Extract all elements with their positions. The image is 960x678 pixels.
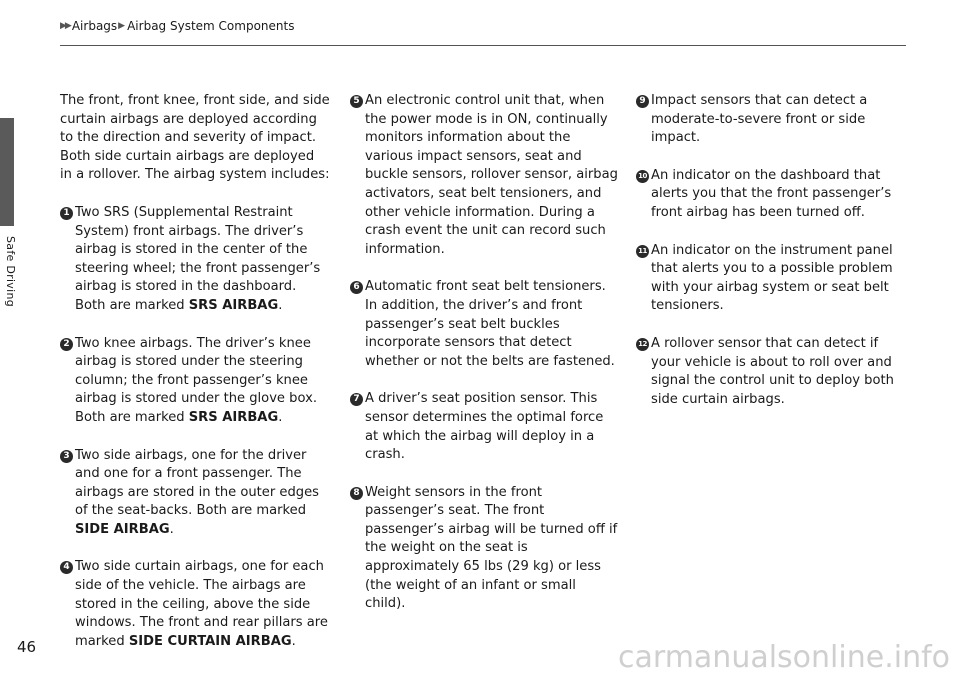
number-badge-icon: 10 — [636, 170, 649, 183]
list-item: 8 Weight sensors in the front passenger’s seat. The front passenger’s airbag will be turned off if the weight on the seat is approximately 65 lbs (29 kg) or less (the weight of an infant or small child). — [350, 484, 618, 614]
list-item: 6 Automatic front seat belt tensioners. In addition, the driver’s and front passenger’s seat belt buckles incorporate sensors that detect whether or not the belts are fastened. — [350, 278, 618, 371]
section-tab — [0, 118, 14, 226]
column-2 — [350, 92, 618, 633]
number-badge-icon: 8 — [350, 487, 363, 500]
breadcrumb-airbags[interactable]: Airbags — [71, 19, 118, 33]
list-item: 11 An indicator on the instrument panel that alerts you to a possible problem with your airbag system or seat belt tensioners. — [636, 242, 911, 316]
breadcrumb-arrow-icon: ▶ — [118, 21, 126, 31]
watermark: carmanualsonline.info — [618, 640, 950, 675]
section-label: Safe Driving — [4, 236, 17, 308]
number-badge-icon: 6 — [350, 281, 363, 294]
breadcrumb-components[interactable]: Airbag System Components — [127, 19, 295, 33]
list-item: 1 Two SRS (Supplemental Restraint System) front airbags. The driver’s airbag is stored in the center of the steering wheel; the front passenger’s airbag is stored in the dashboard. Both are marked SRS AIRBAG. — [60, 204, 330, 316]
number-badge-icon: 9 — [636, 95, 649, 108]
list-item: 7 A driver’s seat position sensor. This sensor determines the optimal force at which the airbag will deploy in a crash. — [350, 390, 618, 464]
number-badge-icon: 1 — [60, 207, 73, 220]
list-item: 10 An indicator on the dashboard that alerts you that the front passenger’s front airbag has been turned off. — [636, 167, 911, 223]
list-item: 3 Two side airbags, one for the driver and one for a front passenger. The airbags are stored in the outer edges of the seat-backs. Both are marked SIDE AIRBAG. — [60, 447, 330, 540]
column-1 — [60, 92, 330, 670]
number-badge-icon: 4 — [60, 561, 73, 574]
column-3 — [636, 92, 911, 428]
number-badge-icon: 2 — [60, 338, 73, 351]
list-item: 9 Impact sensors that can detect a moderate-to-severe front or side impact. — [636, 92, 911, 148]
breadcrumb-arrow-icon: ▶▶ — [60, 21, 70, 31]
breadcrumb — [60, 19, 294, 33]
page-number: 46 — [17, 638, 37, 656]
number-badge-icon: 5 — [350, 95, 363, 108]
list-item: 2 Two knee airbags. The driver’s knee airbag is stored under the steering column; the front passenger’s knee airbag is stored under the glove box. Both are marked SRS AIRBAG. — [60, 335, 330, 428]
intro-paragraph: The front, front knee, front side, and side curtain airbags are deployed according to the direction and severity of impact. Both side curtain airbags are deployed in a rollover. The airbag system includes: — [60, 93, 330, 183]
number-badge-icon: 3 — [60, 450, 73, 463]
header-rule — [60, 45, 906, 46]
list-item: 5 An electronic control unit that, when the power mode is in ON, continually monitors information about the various impact sensors, seat and buckle sensors, rollover sensor, airbag activators, seat belt tensioners, and other vehicle information. During a crash event the unit can record such information. — [350, 92, 618, 259]
list-item: 4 Two side curtain airbags, one for each side of the vehicle. The airbags are stored in the ceiling, above the side windows. The front and rear pillars are marked SIDE CURTAIN AIRBAG. — [60, 558, 330, 651]
list-item: 12 A rollover sensor that can detect if your vehicle is about to roll over and signal the control unit to deploy both side curtain airbags. — [636, 335, 911, 409]
number-badge-icon: 11 — [636, 245, 649, 258]
number-badge-icon: 12 — [636, 338, 649, 351]
number-badge-icon: 7 — [350, 393, 363, 406]
